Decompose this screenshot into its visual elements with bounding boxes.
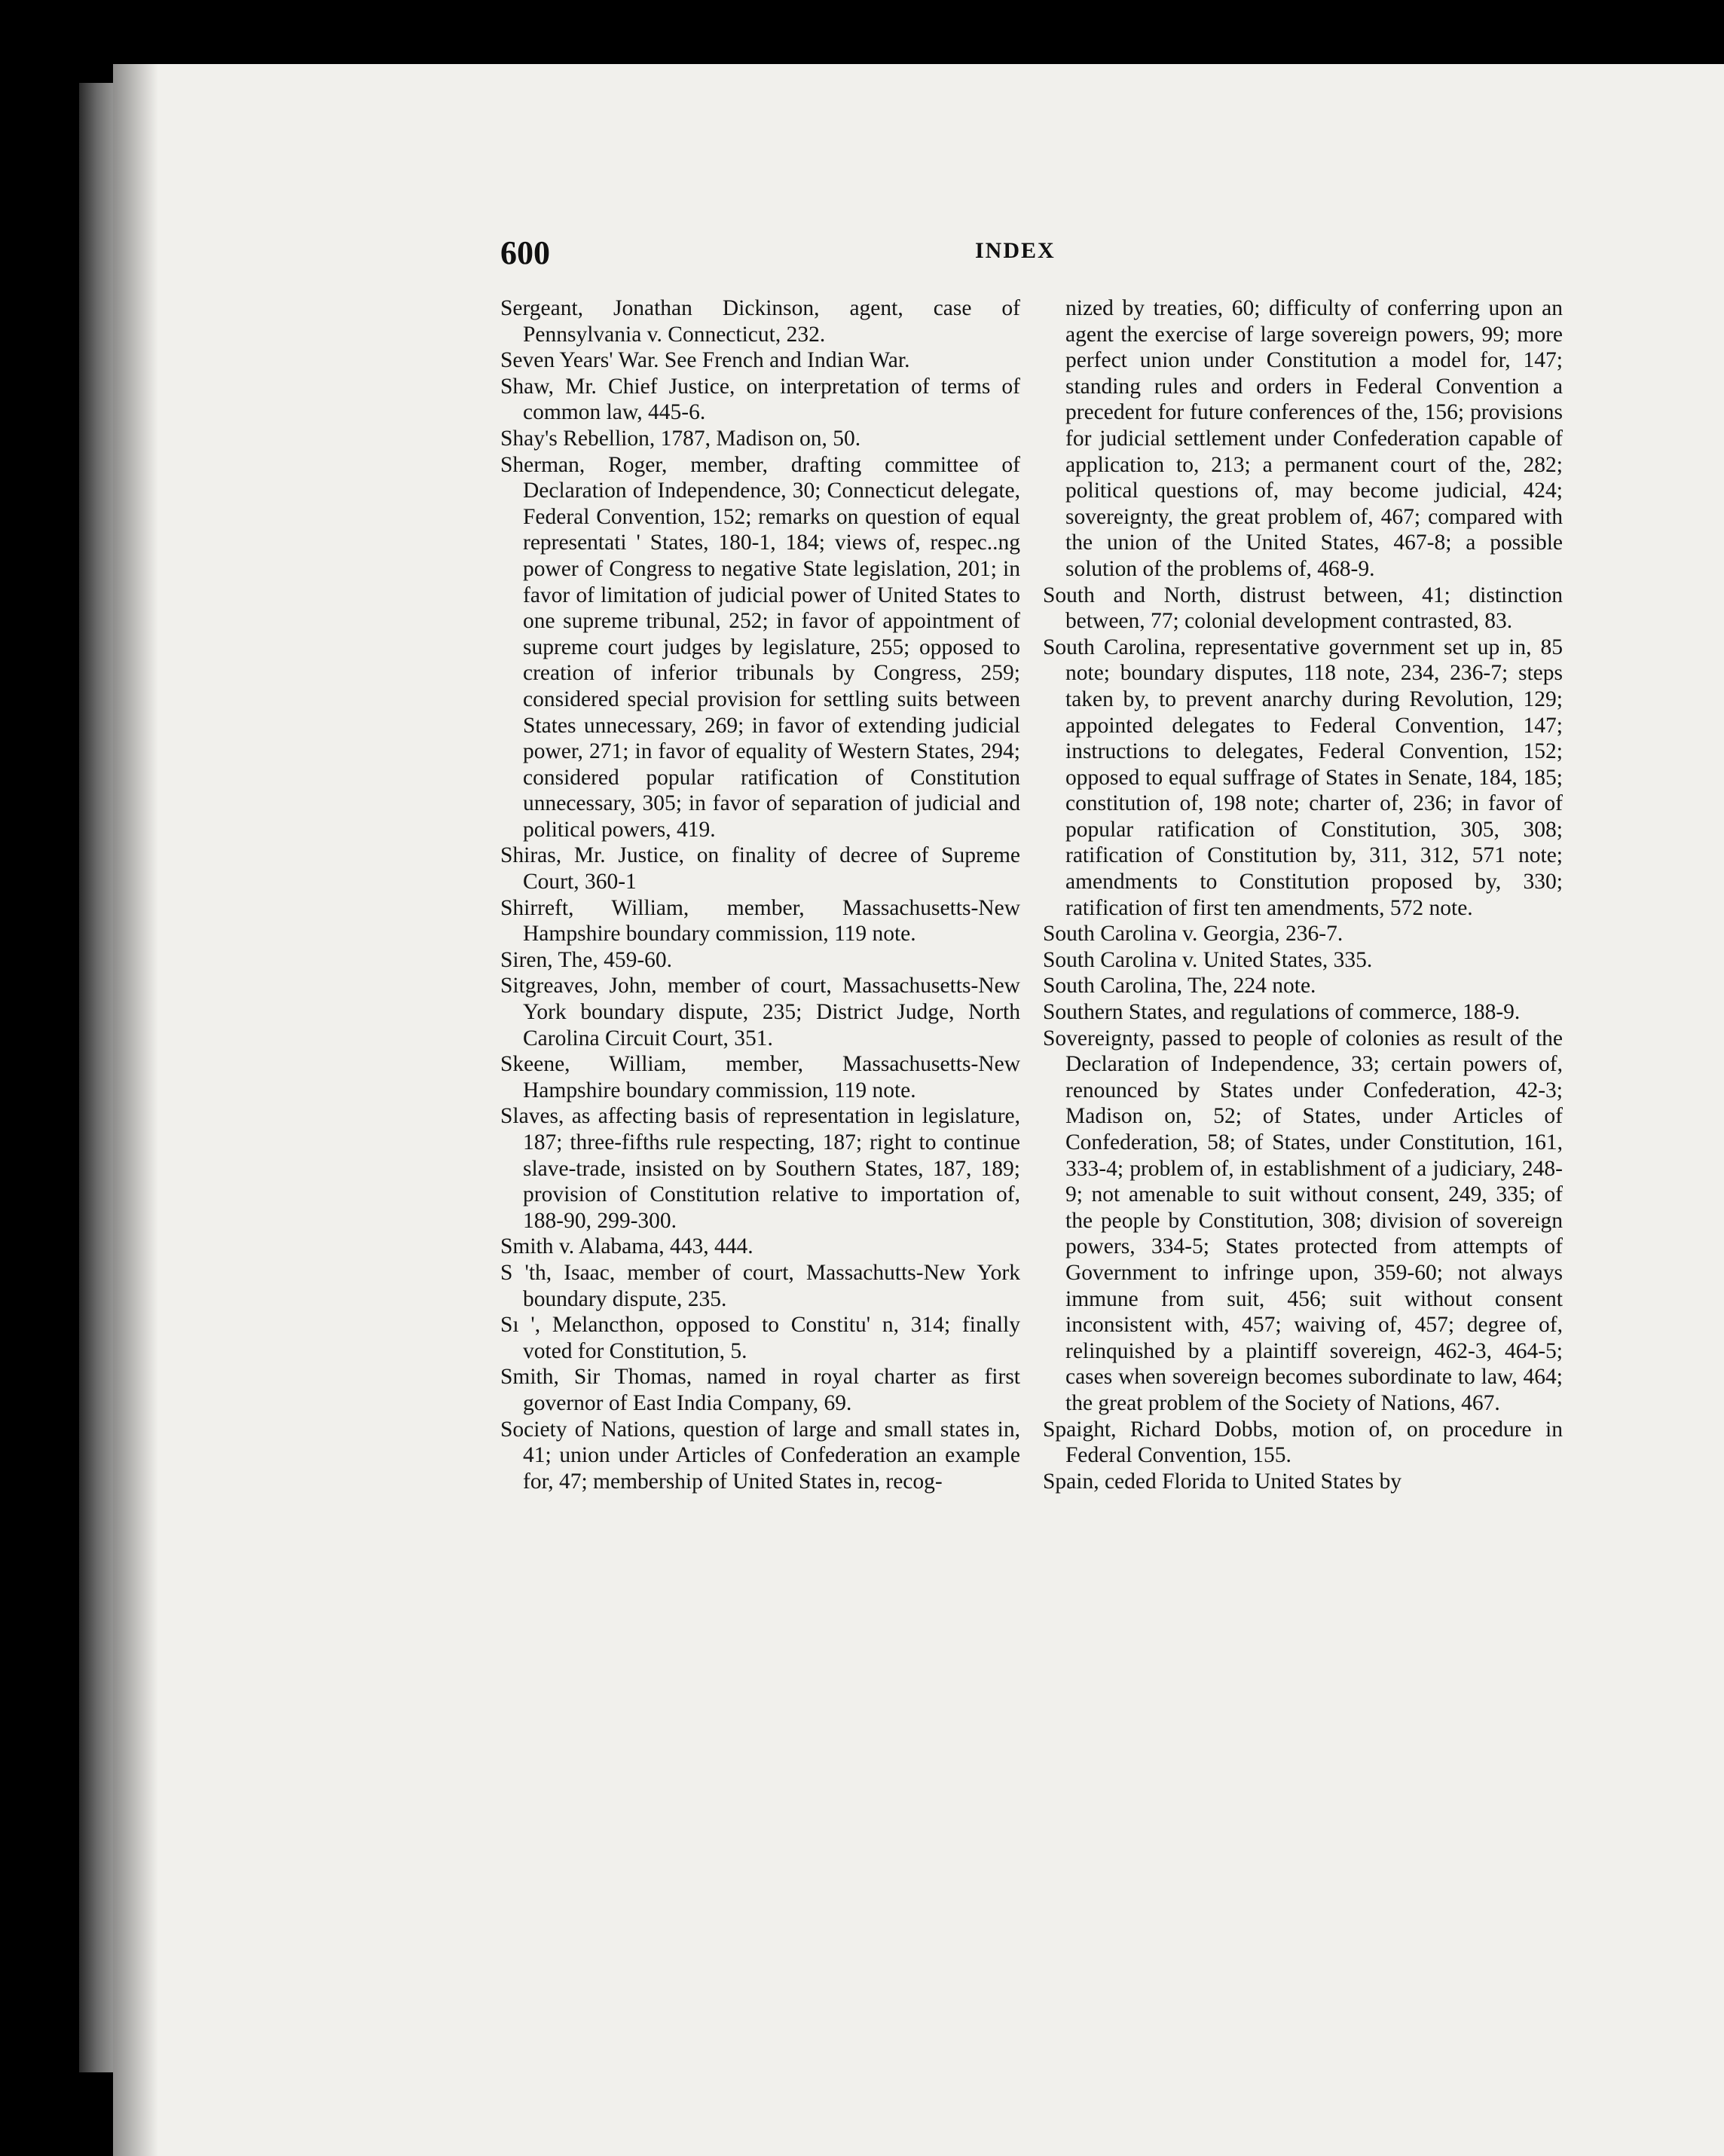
- right-column: [1043, 295, 1563, 1494]
- index-entry: Seven Years' War. See French and Indian War.: [500, 348, 910, 373]
- index-entry: Spaight, Richard Dobbs, motion of, on procedure in Federal Convention, 155.: [1043, 1417, 1563, 1468]
- page-header: [500, 234, 1570, 279]
- index-entry: Shiras, Mr. Justice, on finality of decree of Supreme Court, 360-1: [500, 843, 1020, 895]
- index-entry: Shaw, Mr. Chief Justice, on interpretation of terms of common law, 445-6.: [500, 374, 1020, 425]
- index-entry: Spain, ceded Florida to United States by: [1043, 1469, 1402, 1494]
- left-column: [500, 295, 1020, 1494]
- index-entry: Smith v. Alabama, 443, 444.: [500, 1234, 753, 1259]
- page-number: 600: [500, 234, 550, 271]
- index-entry: Shirreft, William, member, Massachusetts-New Hampshire boundary commission, 119 note.: [500, 895, 1020, 946]
- index-entry: Sı ', Melancthon, opposed to Constitu' n, 314; finally voted for Constitution, 5.: [500, 1313, 1020, 1363]
- index-entry-continuation: nized by treaties, 60; difficulty of conferring upon an agent the exercise of large sovereign powers, 99; more perfect union under Constitution a model for, 147; standing rules and orders in Federal Convention a precedent for future conferences of the, 156; provisions for judicial settlement under Confederation capable of application to, 213; a permanent court of the, 282; political questions of, may become judicial, 424; sovereignty, the great problem of, 467; compared with the union of the United States, 467-8; a possible solution of the problems of, 468-9.: [1065, 296, 1563, 581]
- index-entry: South Carolina, The, 224 note.: [1043, 974, 1316, 998]
- index-entry: Siren, The, 459-60.: [500, 947, 673, 972]
- index-entry: Shay's Rebellion, 1787, Madison on, 50.: [500, 426, 861, 451]
- index-entry: Slaves, as affecting basis of representation in legislature, 187; three-fifths rule respecting, 187; right to continue slave-trade, insisted on by Southern States, 187, 189; provision of Constitution relative to importation of, 188-90, 299-300.: [500, 1104, 1020, 1233]
- index-entry: Southern States, and regulations of commerce, 188-9.: [1043, 1000, 1521, 1025]
- index-entry: Sitgreaves, John, member of court, Massachusetts-New York boundary dispute, 235; District Judge, North Carolina Circuit Court, 351.: [500, 974, 1020, 1050]
- index-entry: South Carolina v. United States, 335.: [1043, 947, 1373, 972]
- index-entry: South Carolina v. Georgia, 236-7.: [1043, 922, 1343, 946]
- gutter-shadow: [113, 64, 158, 2156]
- index-entry: Sovereignty, passed to people of colonies as result of the Declaration of Independence, 33; certain powers of, renounced by States under Confederation, 42-3; Madison on, 52; of States, under Articles of Confederation, 58; of States, under Constitution, 161, 333-4; problem of, in establishment of a judiciary, 248-9; not amenable to suit without consent, 249, 335; of the people by Constitution, 308; division of sovereign powers, 334-5; States protected from attempts of Government to infringe upon, 359-60; not always immune from suit, 456; suit without consent inconsistent with, 457; waiving of, 457; degree of, relinquished by a plaintiff sovereign, 462-3, 464-5; cases when sovereign becomes subordinate to law, 464; the great problem of the Society of Nations, 467.: [1043, 1026, 1563, 1415]
- index-entry: Smith, Sir Thomas, named in royal charter as first governor of East India Company, 69.: [500, 1365, 1020, 1415]
- running-head: INDEX: [975, 238, 1056, 263]
- index-entry: Sherman, Roger, member, drafting committee of Declaration of Independence, 30; Connecticut delegate, Federal Convention, 152; remarks on question of equal representati ' States, 180-1, 184; views of, respec..ng power of Congress to negative State legislation, 201; in favor of limitation of judicial power of United States to one supreme tribunal, 252; in favor of appointment of supreme court judges by legislature, 255; opposed to creation of inferior tribunals by Congress, 259; considered special provision for settling suits between States unnecessary, 269; in favor of extending judicial power, 271; in favor of equality of Western States, 294; considered popular ratification of Constitution unnecessary, 305; in favor of separation of judicial and political powers, 419.: [500, 452, 1020, 842]
- index-entry: Society of Nations, question of large and small states in, 41; union under Articles of Confederation an example for, 47; membership of United States in, recog-: [500, 1417, 1020, 1494]
- index-entry: Sergeant, Jonathan Dickinson, agent, case of Pennsylvania v. Connecticut, 232.: [500, 296, 1020, 347]
- index-entry: South Carolina, representative government set up in, 85 note; boundary disputes, 118 note, 234, 236-7; steps taken by, to prevent anarchy during Revolution, 129; appointed delegates to Federal Convention, 147; instructions to delegates, Federal Convention, 152; opposed to equal suffrage of States in Senate, 184, 185; constitution of, 198 note; charter of, 236; in favor of popular ratification of Constitution, 305, 308; ratification of Constitution by, 311, 312, 571 note; amendments to Constitution proposed by, 330; ratification of first ten amendments, 572 note.: [1043, 635, 1563, 920]
- index-entry: South and North, distrust between, 41; distinction between, 77; colonial development contrasted, 83.: [1043, 583, 1563, 634]
- index-entry: S 'th, Isaac, member of court, Massachutts-New York boundary dispute, 235.: [500, 1260, 1020, 1311]
- index-entry: Skeene, William, member, Massachusetts-New Hampshire boundary commission, 119 note.: [500, 1052, 1020, 1102]
